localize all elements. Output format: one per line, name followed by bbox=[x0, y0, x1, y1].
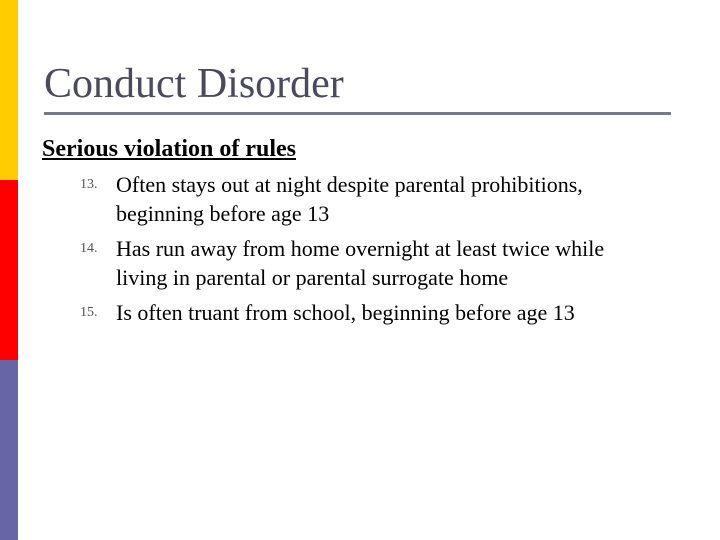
accent-bar-yellow bbox=[0, 0, 18, 180]
criteria-number: 14. bbox=[80, 241, 98, 256]
criteria-list bbox=[80, 170, 640, 333]
criteria-text: Has run away from home overnight at least twice while living in parental or parental surrogate home bbox=[116, 236, 605, 290]
criteria-item bbox=[80, 234, 640, 292]
title-divider bbox=[44, 112, 671, 115]
accent-bar-red bbox=[0, 180, 18, 360]
criteria-text: Often stays out at night despite parental prohibitions, beginning before age 13 bbox=[116, 172, 583, 226]
criteria-number: 13. bbox=[80, 177, 98, 192]
criteria-text: Is often truant from school, beginning before age 13 bbox=[116, 300, 575, 325]
criteria-item bbox=[80, 298, 640, 327]
criteria-item bbox=[80, 170, 640, 228]
accent-bar-blue bbox=[0, 360, 18, 540]
slide-title: Conduct Disorder bbox=[44, 61, 344, 107]
section-subheading: Serious violation of rules bbox=[42, 136, 297, 162]
criteria-number: 15. bbox=[80, 305, 98, 320]
